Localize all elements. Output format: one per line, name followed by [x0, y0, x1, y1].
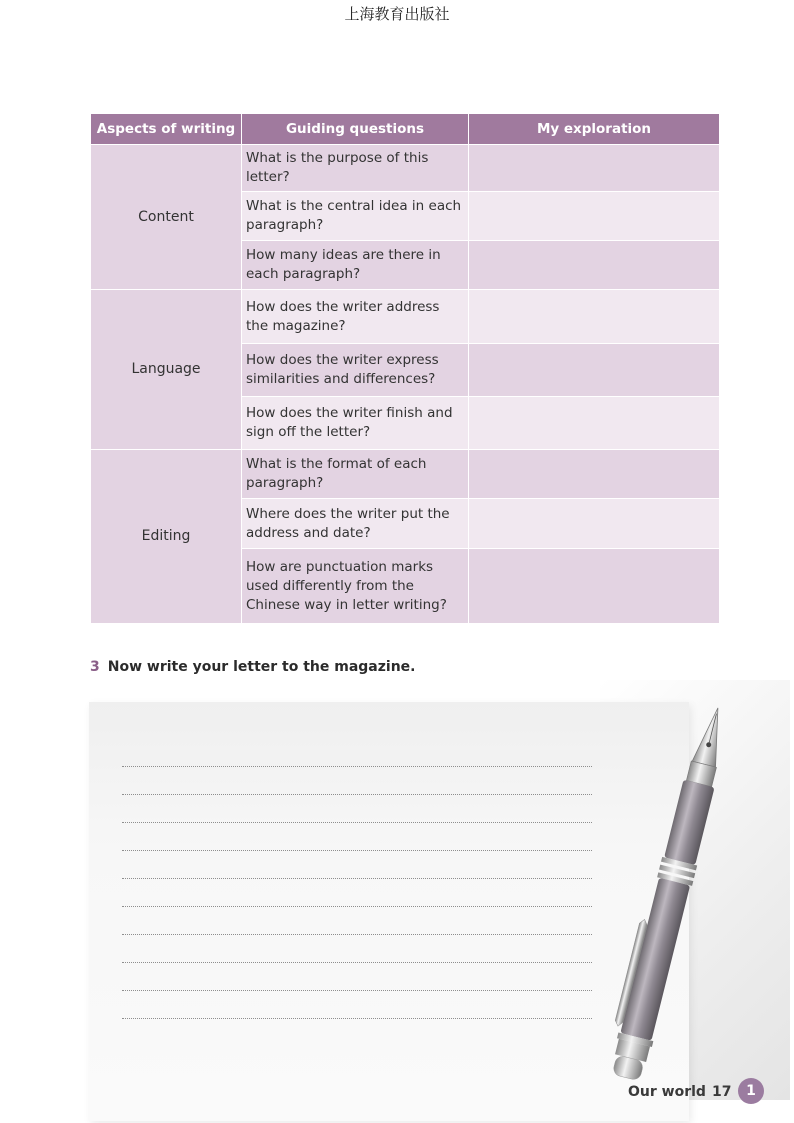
guiding-question: How many ideas are there in each paragraph? — [242, 241, 469, 290]
page-number: 17 — [712, 1084, 732, 1100]
writing-line[interactable] — [122, 822, 592, 823]
task-text: Now write your letter to the magazine. — [107, 659, 416, 675]
writing-line[interactable] — [122, 906, 592, 907]
fountain-pen-icon — [600, 700, 740, 1100]
guiding-question: How are punctuation marks used differently from the Chinese way in letter writing? — [242, 549, 469, 624]
writing-line[interactable] — [122, 990, 592, 991]
footer-unit-title: Our world — [628, 1084, 706, 1100]
guiding-question: How does the writer address the magazine? — [242, 290, 469, 344]
column-header-questions: Guiding questions — [242, 114, 469, 145]
guiding-question: What is the format of each paragraph? — [242, 450, 469, 499]
writing-line[interactable] — [122, 766, 592, 767]
unit-number-badge: 1 — [738, 1078, 764, 1104]
writing-line[interactable] — [122, 878, 592, 879]
guiding-question: What is the central idea in each paragraph? — [242, 192, 469, 241]
column-header-aspects: Aspects of writing — [91, 114, 242, 145]
writing-line[interactable] — [122, 1018, 592, 1019]
guiding-question: How does the writer express similarities and differences? — [242, 344, 469, 397]
writing-line[interactable] — [122, 934, 592, 935]
column-header-exploration: My exploration — [469, 114, 720, 145]
task-number: 3 — [90, 659, 100, 675]
aspect-language: Language — [91, 290, 242, 450]
writing-lines[interactable] — [122, 0, 592, 1123]
writing-line[interactable] — [122, 794, 592, 795]
publisher-header: 上海教育出版社 — [344, 5, 450, 23]
guiding-question: How does the writer finish and sign off the letter? — [242, 397, 469, 450]
writing-line[interactable] — [122, 962, 592, 963]
guiding-question: What is the purpose of this letter? — [242, 145, 469, 192]
aspect-editing: Editing — [91, 450, 242, 624]
writing-line[interactable] — [122, 850, 592, 851]
aspect-content: Content — [91, 145, 242, 290]
guiding-question: Where does the writer put the address and date? — [242, 499, 469, 549]
